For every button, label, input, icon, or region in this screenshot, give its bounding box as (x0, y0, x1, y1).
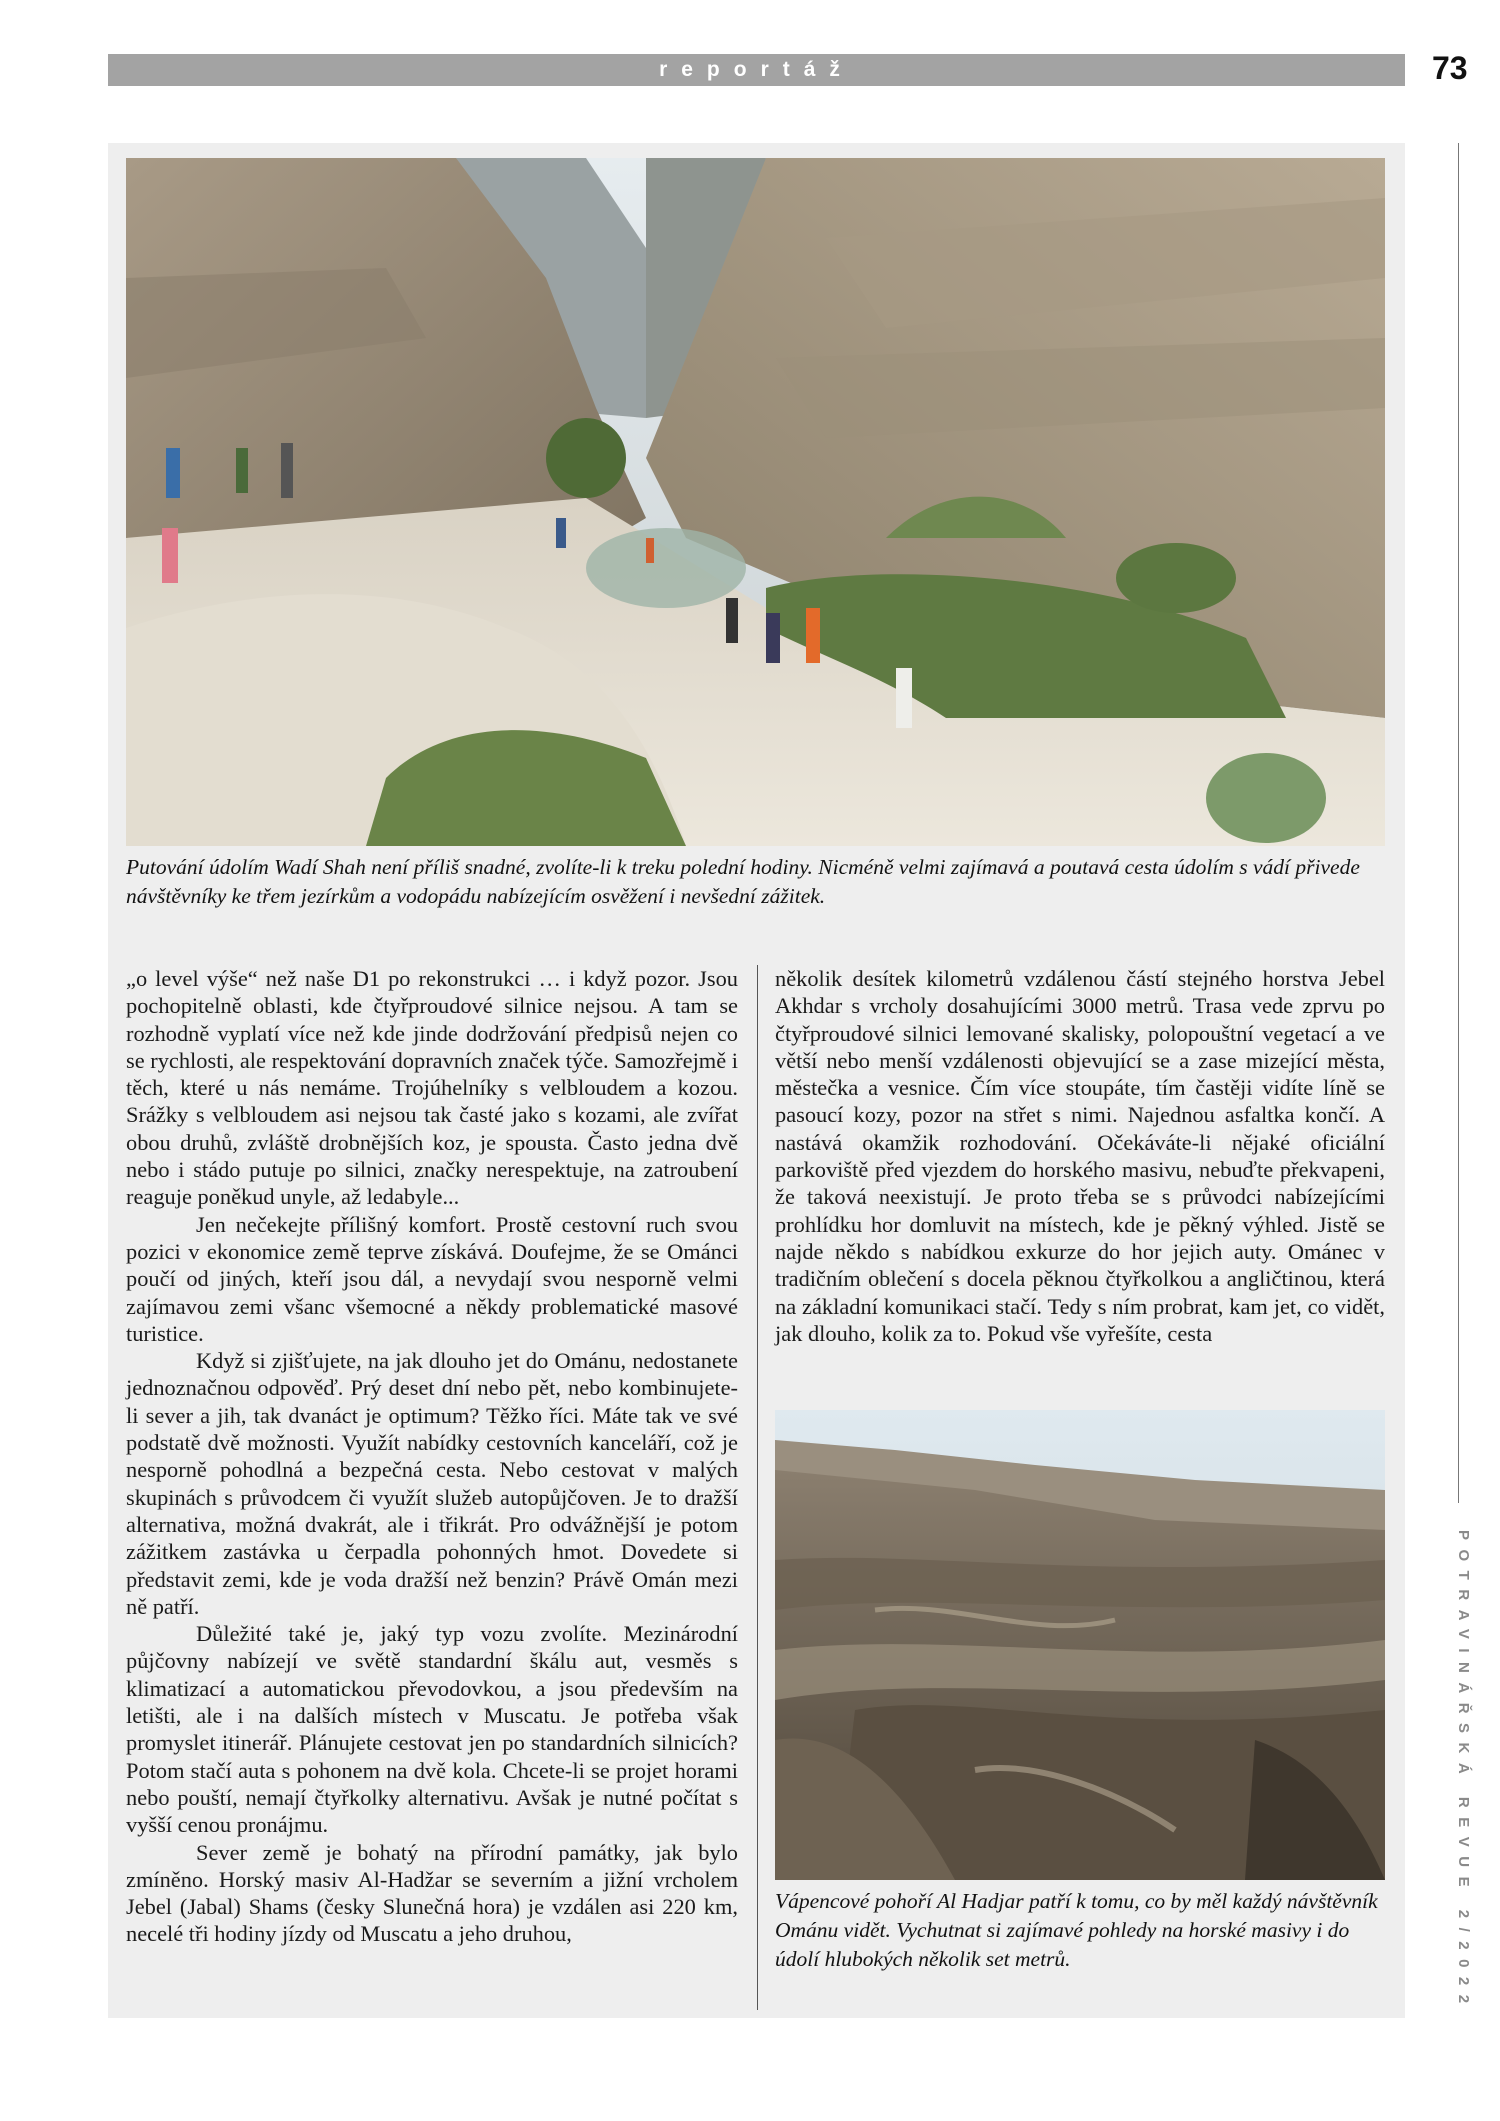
paragraph: Důležité také je, jaký typ vozu zvolíte. Mezinárodní půjčovny nabízejí ve světě standardní škálu aut, vesměs s klimatizací a automatickou převodovkou, a jsou především na letišti, ale i na dalších místech v Muscatu. Je potřeba však promyslet itinerář. Plánujete cestovat jen po standardních silnicích? Potom stačí auta s pohonem na dvě kola. Chcete-li se projet horami nebo pouští, nemají čtyřkolky alternativu. Avšak je nutné počítat s vyšší cenou pronájmu. (126, 1621, 738, 1838)
mountain-photo (775, 1410, 1385, 1880)
page-number: 73 (1432, 50, 1468, 86)
column-divider (757, 965, 758, 2010)
paragraph: Sever země je bohatý na přírodní památky, jak bylo zmíněno. Horský masiv Al-Hadžar se severním a jižní vrcholem Jebel (Jabal) Shams (česky Slunečná hora) je vzdálen asi 220 km, necelé tři hodiny jízdy od Muscatu a jeho druhou, (126, 1839, 738, 1947)
article-right-column (775, 965, 1385, 1347)
publication-label: POTRAVINÁŘSKÁ REVUE 2/2022 (1455, 1530, 1472, 2013)
bottom-photo-caption: Vápencové pohoří Al Hadjar patří k tomu, co by měl každý návštěvník Ománu vidět. Vychutnat si zajímavé pohledy na horské masivy i do údolí hlubokých několik set metrů. (775, 1889, 1378, 1971)
margin-rule (1458, 143, 1459, 1503)
paragraph: „o level výše“ než naše D1 po rekonstrukci … i když pozor. Jsou pochopitelně oblasti, kde čtyřproudové silnice nejsou. A tam se rozhodně vyplatí více než kde jinde dodržování předpisů nejen co se rychlosti, ale respektování dopravních značek týče. Samozřejmě i těch, které u nás nemáme. Trojúhelníky s velbloudem a kozou. Srážky s velbloudem asi nejsou tak časté jako s kozami, ale zvířat obou druhů, zvláště drobnějších koz, je spousta. Často jedna dvě nebo i stádo putuje po silnici, značky nerespektuje, na zatroubení reaguje poněkud unyle, až ledabyle... (126, 966, 738, 1210)
top-photo-caption: Putování údolím Wadí Shah není příliš snadné, zvolíte-li k treku polední hodiny. Nicméně velmi zajímavá a poutavá cesta údolím s vádí přivede návštěvníky ke třem jezírkům a vodopádu nabízejícím osvěžení i nevšední zážitek. (126, 855, 1360, 908)
article-left-column (126, 965, 738, 1948)
section-header-bar (108, 54, 1405, 86)
section-label: reportáž (659, 58, 854, 81)
canyon-photo (126, 158, 1385, 846)
paragraph: Když si zjišťujete, na jak dlouho jet do Ománu, nedostanete jednoznačnou odpověď. Prý deset dní nebo pět, nebo kombinujete-li sever a jih, tak dvanáct je optimum? Těžko říci. Máte tak ve své podstatě dvě možnosti. Využít nabídky cestovních kanceláří, což je nesporně pohodlná a bezpečná cesta. Nebo cestovat v malých skupinách s průvodcem či využít služeb autopůjčoven. Je to dražší alternativa, možná dvakrát, ale i třikrát. Pro odvážnější je potom zážitkem zastávka u čerpadla pohonných hmot. Dovedete si představit zemi, kde je voda dražší než benzin? Právě Omán mezi ně patří. (126, 1348, 738, 1619)
paragraph: několik desítek kilometrů vzdálenou částí stejného horstva Jebel Akhdar s vrcholy dosahujícími 3000 metrů. Trasa vede zprvu po čtyřproudové silnici lemované skalisky, polopouštní vegetací a ve větší nebo menší vzdálenosti objevující se a zase mizející města, městečka a vesnice. Čím více stoupáte, tím častěji vidíte líně se pasoucí kozy, pozor na střet s nimi. Najednou asfaltka končí. A nastává okamžik rozhodování. Očekáváte-li nějaké oficiální parkoviště před vjezdem do horského masivu, nebuďte překvapeni, že taková neexistují. Je proto třeba se s průvodci nabízejícími prohlídku hor domluvit na místech, kde je pěkný výhled. Jistě se najde někdo s nabídkou exkurze do hor jejich auty. Ománec v tradičním oblečení s docela pěknou čtyřkolkou a angličtinou, která na základní komunikaci stačí. Tedy s ním probrat, kam jet, co vidět, jak dlouho, kolik za to. Pokud vše vyřešíte, cesta (775, 966, 1385, 1346)
paragraph: Jen nečekejte přílišný komfort. Prostě cestovní ruch svou pozici v ekonomice země teprve získává. Doufejme, že se Ománci poučí od jiných, kteří jsou dál, a nevydají svou nesporně velmi zajímavou zemi všanc všemocné a někdy problematické masové turistice. (126, 1211, 738, 1346)
